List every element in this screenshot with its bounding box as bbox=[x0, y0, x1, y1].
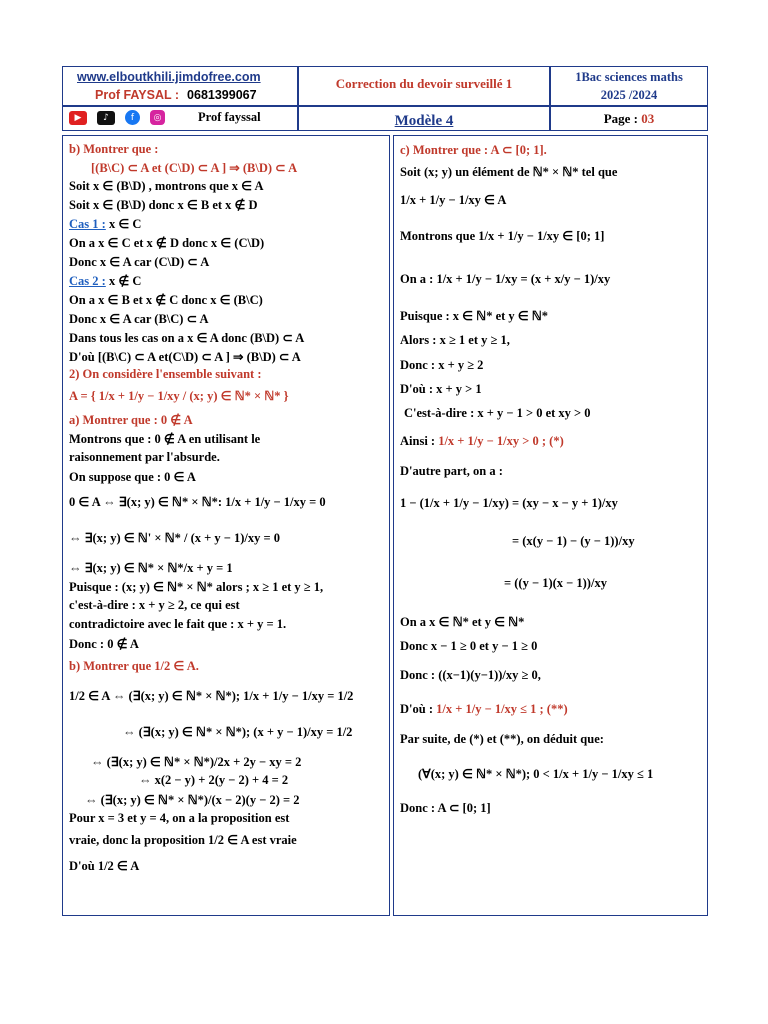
model-label: Modèle 4 bbox=[394, 113, 454, 129]
right-line: c) Montrer que : A ⊂ [0; 1]. bbox=[400, 143, 547, 157]
left-line: Donc x ∈ A car (B\C) ⊂ A bbox=[69, 312, 209, 326]
right-line: Donc x − 1 ≥ 0 et y − 1 ≥ 0 bbox=[400, 639, 538, 653]
left-line: raisonnement par l'absurde. bbox=[69, 450, 220, 464]
right-line: Donc : x + y ≥ 2 bbox=[400, 358, 484, 372]
left-line: [(B\C) ⊂ A et (C\D) ⊂ A ] ⇒ (B\D) ⊂ A bbox=[91, 161, 298, 175]
left-line: Pour x = 3 et y = 4, on a la proposition est bbox=[69, 811, 290, 825]
right-line: C'est-à-dire : x + y − 1 > 0 et xy > 0 bbox=[404, 406, 591, 420]
phone-number: 0681399067 bbox=[187, 88, 257, 102]
right-line: = (x(y − 1) − (y − 1))/xy bbox=[512, 534, 635, 548]
social-name: Prof fayssal bbox=[198, 110, 261, 124]
right-line: Alors : x ≥ 1 et y ≥ 1, bbox=[400, 333, 510, 347]
left-line: a) Montrer que : 0 ∉ A bbox=[69, 413, 193, 427]
website-link[interactable]: www.elboutkhili.jimdofree.com bbox=[77, 70, 261, 84]
instagram-icon[interactable]: ◎ bbox=[150, 110, 165, 125]
left-line: ⇔ ∃(x; y) ∈ ℕ* × ℕ*/x + y = 1 bbox=[69, 561, 233, 575]
left-line: ⇔ (∃(x; y) ∈ ℕ* × ℕ*)/2x + 2y − xy = 2 bbox=[91, 755, 302, 769]
left-line: 2) On considère l'ensemble suivant : bbox=[69, 367, 262, 381]
right-line: Donc : A ⊂ [0; 1] bbox=[400, 801, 491, 815]
school-year: 2025 /2024 bbox=[600, 88, 658, 102]
left-line: Soit x ∈ (B\D) donc x ∈ B et x ∉ D bbox=[69, 198, 258, 212]
facebook-icon[interactable]: f bbox=[125, 110, 140, 125]
right-line: Ainsi : 1/x + 1/y − 1/xy > 0 ; (*) bbox=[400, 434, 564, 448]
right-column bbox=[393, 135, 708, 916]
left-line: b) Montrer que 1/2 ∈ A. bbox=[69, 659, 199, 673]
right-line: Soit (x; y) un élément de ℕ* × ℕ* tel que bbox=[400, 165, 618, 179]
right-line: D'où : x + y > 1 bbox=[400, 382, 482, 396]
left-line: A = { 1/x + 1/y − 1/xy / (x; y) ∈ ℕ* × ℕ* } bbox=[69, 389, 289, 403]
right-line: = ((y − 1)(x − 1))/xy bbox=[504, 576, 607, 590]
left-line: On suppose que : 0 ∈ A bbox=[69, 470, 196, 484]
page-header bbox=[62, 66, 708, 131]
prof-label: Prof FAYSAL : bbox=[95, 88, 180, 102]
right-line: Montrons que 1/x + 1/y − 1/xy ∈ [0; 1] bbox=[400, 229, 605, 243]
left-line: Donc : 0 ∉ A bbox=[69, 637, 139, 651]
left-line: ⇔ x(2 − y) + 2(y − 2) + 4 = 2 bbox=[139, 773, 289, 787]
left-line: vraie, donc la proposition 1/2 ∈ A est vraie bbox=[69, 833, 297, 847]
right-line: Puisque : x ∈ ℕ* et y ∈ ℕ* bbox=[400, 309, 549, 323]
right-line: On a x ∈ ℕ* et y ∈ ℕ* bbox=[400, 615, 525, 629]
left-column bbox=[62, 135, 390, 916]
left-line: On a x ∈ B et x ∉ C donc x ∈ (B\C) bbox=[69, 293, 263, 307]
right-line: Par suite, de (*) et (**), on déduit que: bbox=[400, 732, 604, 746]
page-label: Page : bbox=[603, 111, 639, 126]
left-line: Cas 1 : x ∈ C bbox=[69, 217, 142, 231]
left-line: Donc x ∈ A car (C\D) ⊂ A bbox=[69, 255, 210, 269]
left-line: Puisque : (x; y) ∈ ℕ* × ℕ* alors ; x ≥ 1 et y ≥ 1, bbox=[69, 580, 324, 594]
left-line: 1/2 ∈ A ⇔ (∃(x; y) ∈ ℕ* × ℕ*); 1/x + 1/y − 1/xy = 1/2 bbox=[69, 689, 354, 703]
page-box bbox=[550, 106, 708, 131]
right-line: Donc : ((x−1)(y−1))/xy ≥ 0, bbox=[400, 668, 541, 682]
right-line: 1/x + 1/y − 1/xy ∈ A bbox=[400, 193, 507, 207]
right-line: (∀(x; y) ∈ ℕ* × ℕ*); 0 < 1/x + 1/y − 1/xy ≤ 1 bbox=[418, 767, 654, 781]
left-line: Soit x ∈ (B\D) , montrons que x ∈ A bbox=[69, 179, 264, 193]
level-label: 1Bac sciences maths bbox=[575, 70, 683, 84]
left-line: contradictoire avec le fait que : x + y = 1. bbox=[69, 617, 287, 631]
right-line: D'où : 1/x + 1/y − 1/xy ≤ 1 ; (**) bbox=[400, 702, 568, 716]
title-box bbox=[298, 66, 550, 106]
right-line: On a : 1/x + 1/y − 1/xy = (x + x/y − 1)/xy bbox=[400, 272, 611, 286]
tiktok-icon[interactable]: ♪ bbox=[97, 111, 115, 125]
level-box bbox=[550, 66, 708, 106]
left-line: Montrons que : 0 ∉ A en utilisant le bbox=[69, 432, 261, 446]
right-line: 1 − (1/x + 1/y − 1/xy) = (xy − x − y + 1)/xy bbox=[400, 496, 618, 510]
contact-box bbox=[62, 66, 298, 106]
prof-contact bbox=[95, 88, 257, 102]
left-line: On a x ∈ C et x ∉ D donc x ∈ (C\D) bbox=[69, 236, 265, 250]
page-number: 03 bbox=[641, 111, 655, 126]
left-line: D'où 1/2 ∈ A bbox=[69, 859, 140, 873]
page-title: Correction du devoir surveillé 1 bbox=[335, 76, 513, 91]
social-icons bbox=[69, 110, 165, 125]
left-line: c'est-à-dire : x + y ≥ 2, ce qui est bbox=[69, 598, 240, 612]
youtube-icon[interactable]: ▶ bbox=[69, 111, 87, 125]
left-line: Dans tous les cas on a x ∈ A donc (B\D) ⊂ A bbox=[69, 331, 305, 345]
model-box bbox=[298, 106, 550, 131]
left-line: D'où [(B\C) ⊂ A et(C\D) ⊂ A ] ⇒ (B\D) ⊂ A bbox=[69, 350, 301, 364]
left-line: ⇔ (∃(x; y) ∈ ℕ* × ℕ*)/(x − 2)(y − 2) = 2 bbox=[85, 793, 300, 807]
left-line: Cas 2 : x ∉ C bbox=[69, 274, 142, 288]
right-line: D'autre part, on a : bbox=[400, 464, 503, 478]
left-line: b) Montrer que : bbox=[69, 142, 159, 156]
left-line: 0 ∈ A ⇔ ∃(x; y) ∈ ℕ* × ℕ*: 1/x + 1/y − 1/xy = 0 bbox=[69, 495, 326, 509]
left-line: ⇔ ∃(x; y) ∈ ℕ' × ℕ* / (x + y − 1)/xy = 0 bbox=[69, 531, 281, 545]
left-line: ⇔ (∃(x; y) ∈ ℕ* × ℕ*); (x + y − 1)/xy = 1/2 bbox=[123, 725, 353, 739]
social-box bbox=[62, 106, 298, 131]
